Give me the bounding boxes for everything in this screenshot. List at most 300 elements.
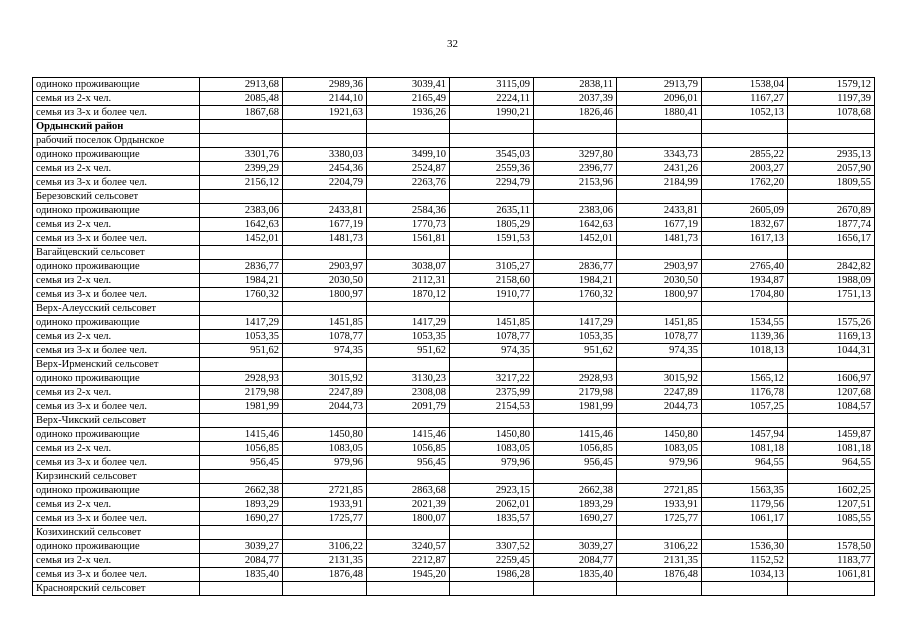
table-row [33,358,875,372]
value-cell: 974,35 [617,344,702,358]
table-row [33,246,875,260]
row-label: Верх-Чикский сельсовет [33,414,200,428]
value-cell: 1018,13 [702,344,788,358]
value-cell: 1934,87 [702,274,788,288]
value-cell: 1167,27 [702,92,788,106]
table-row [33,232,875,246]
value-cell: 2154,53 [450,400,534,414]
value-cell: 1606,97 [788,372,875,386]
value-cell: 1415,46 [534,428,617,442]
value-cell: 2085,48 [200,92,283,106]
value-cell: 1538,04 [702,78,788,92]
value-cell: 979,96 [450,456,534,470]
value-cell [367,414,450,428]
value-cell: 2838,11 [534,78,617,92]
value-cell: 1832,67 [702,218,788,232]
table-row [33,540,875,554]
value-cell: 2662,38 [534,484,617,498]
value-cell [283,414,367,428]
value-cell: 1044,31 [788,344,875,358]
value-cell: 1565,12 [702,372,788,386]
value-cell: 1876,48 [283,568,367,582]
value-cell [450,302,534,316]
value-cell: 2383,06 [534,204,617,218]
table-row [33,428,875,442]
value-cell: 1415,46 [367,428,450,442]
value-cell: 2431,26 [617,162,702,176]
value-cell: 2062,01 [450,498,534,512]
value-cell: 2044,73 [617,400,702,414]
value-cell: 1591,53 [450,232,534,246]
value-cell: 1481,73 [617,232,702,246]
value-cell: 1725,77 [283,512,367,526]
value-cell: 1809,55 [788,176,875,190]
value-cell: 1457,94 [702,428,788,442]
value-cell [450,358,534,372]
table-row [33,330,875,344]
row-label: семья из 3-х и более чел. [33,568,200,582]
row-label: одиноко проживающие [33,484,200,498]
value-cell: 1085,55 [788,512,875,526]
row-label: семья из 3-х и более чел. [33,232,200,246]
value-cell: 1078,77 [283,330,367,344]
value-cell: 1561,81 [367,232,450,246]
table-row [33,162,875,176]
value-cell: 1575,26 [788,316,875,330]
value-cell: 2524,87 [367,162,450,176]
value-cell: 2003,27 [702,162,788,176]
row-label: семья из 2-х чел. [33,330,200,344]
value-cell: 2259,45 [450,554,534,568]
value-cell: 1910,77 [450,288,534,302]
value-cell: 1656,17 [788,232,875,246]
table-row [33,442,875,456]
value-cell: 1417,29 [534,316,617,330]
value-cell: 2989,36 [283,78,367,92]
value-cell: 1870,12 [367,288,450,302]
value-cell: 1986,28 [450,568,534,582]
value-cell: 3039,27 [200,540,283,554]
row-label: семья из 2-х чел. [33,92,200,106]
value-cell: 1057,25 [702,400,788,414]
value-cell: 2584,36 [367,204,450,218]
value-cell: 3038,07 [367,260,450,274]
value-cell: 1990,21 [450,106,534,120]
value-cell [367,582,450,596]
value-cell: 1936,26 [367,106,450,120]
row-label: семья из 2-х чел. [33,498,200,512]
value-cell: 1459,87 [788,428,875,442]
value-cell: 1642,63 [534,218,617,232]
table-row [33,78,875,92]
value-cell: 2396,77 [534,162,617,176]
value-cell: 1052,13 [702,106,788,120]
value-cell [617,120,702,134]
row-label: одиноко проживающие [33,260,200,274]
value-cell: 2605,09 [702,204,788,218]
value-cell: 1805,29 [450,218,534,232]
row-label: Вагайцевский сельсовет [33,246,200,260]
value-cell: 964,55 [788,456,875,470]
value-cell: 1481,73 [283,232,367,246]
value-cell: 1452,01 [534,232,617,246]
value-cell [617,190,702,204]
value-cell: 1176,78 [702,386,788,400]
value-cell: 1933,91 [617,498,702,512]
table-row [33,456,875,470]
value-cell [200,246,283,260]
value-cell [788,246,875,260]
value-cell: 1877,74 [788,218,875,232]
value-cell [367,120,450,134]
value-cell: 1725,77 [617,512,702,526]
value-cell [450,246,534,260]
value-cell [702,134,788,148]
value-cell: 3106,22 [283,540,367,554]
value-cell [283,190,367,204]
value-cell: 2863,68 [367,484,450,498]
value-cell: 3130,23 [367,372,450,386]
row-label: одиноко проживающие [33,148,200,162]
value-cell [450,582,534,596]
value-cell: 2179,98 [200,386,283,400]
value-cell [283,246,367,260]
value-cell [702,414,788,428]
value-cell: 2454,36 [283,162,367,176]
row-label: семья из 3-х и более чел. [33,456,200,470]
value-cell: 1056,85 [534,442,617,456]
value-cell: 951,62 [200,344,283,358]
table-row [33,316,875,330]
value-cell [283,582,367,596]
value-cell [788,358,875,372]
value-cell: 1800,97 [617,288,702,302]
value-cell [534,526,617,540]
value-cell: 1417,29 [367,316,450,330]
value-cell: 1450,80 [283,428,367,442]
value-cell: 2923,15 [450,484,534,498]
value-cell: 1760,32 [200,288,283,302]
value-cell [702,526,788,540]
value-cell [788,414,875,428]
row-label: Верх-Ирменский сельсовет [33,358,200,372]
value-cell: 2670,89 [788,204,875,218]
value-cell: 1578,50 [788,540,875,554]
row-label: семья из 3-х и более чел. [33,106,200,120]
value-cell: 2383,06 [200,204,283,218]
page-number: 32 [447,38,458,50]
value-cell: 3115,09 [450,78,534,92]
value-cell [702,246,788,260]
row-label: одиноко проживающие [33,372,200,386]
value-cell [788,190,875,204]
value-cell: 1880,41 [617,106,702,120]
value-cell: 2375,99 [450,386,534,400]
value-cell: 1061,81 [788,568,875,582]
value-cell: 1452,01 [200,232,283,246]
value-cell: 1762,20 [702,176,788,190]
value-cell [200,302,283,316]
value-cell: 1083,05 [617,442,702,456]
value-cell: 1876,48 [617,568,702,582]
value-cell: 1835,40 [534,568,617,582]
value-cell: 2308,08 [367,386,450,400]
value-cell [788,302,875,316]
value-cell: 2158,60 [450,274,534,288]
value-cell: 1800,07 [367,512,450,526]
value-cell [367,190,450,204]
value-cell: 1933,91 [283,498,367,512]
value-cell: 1053,35 [367,330,450,344]
value-cell: 2037,39 [534,92,617,106]
table-row [33,386,875,400]
value-cell [617,526,702,540]
table-row [33,190,875,204]
value-cell: 3015,92 [283,372,367,386]
row-label: Ордынский район [33,120,200,134]
value-cell: 1751,13 [788,288,875,302]
value-cell: 2294,79 [450,176,534,190]
table-row [33,470,875,484]
value-cell [617,246,702,260]
value-cell: 2842,82 [788,260,875,274]
table-row [33,554,875,568]
value-cell: 1835,40 [200,568,283,582]
value-cell [617,302,702,316]
value-cell: 1183,77 [788,554,875,568]
value-cell [283,120,367,134]
value-cell: 3545,03 [450,148,534,162]
value-cell: 951,62 [367,344,450,358]
value-cell [702,120,788,134]
table-row [33,512,875,526]
value-cell: 2855,22 [702,148,788,162]
value-cell [283,302,367,316]
value-cell: 956,45 [534,456,617,470]
value-cell: 1053,35 [200,330,283,344]
value-cell: 1415,46 [200,428,283,442]
value-cell: 2662,38 [200,484,283,498]
value-cell: 1563,35 [702,484,788,498]
value-cell [200,190,283,204]
value-cell: 3105,27 [450,260,534,274]
value-cell: 2165,49 [367,92,450,106]
value-cell: 2765,40 [702,260,788,274]
value-cell: 2084,77 [200,554,283,568]
value-cell [617,414,702,428]
row-label: одиноко проживающие [33,316,200,330]
value-cell [534,302,617,316]
value-cell [367,526,450,540]
value-cell: 1893,29 [200,498,283,512]
value-cell: 2179,98 [534,386,617,400]
value-cell: 1534,55 [702,316,788,330]
value-cell: 1083,05 [450,442,534,456]
row-label: одиноко проживающие [33,78,200,92]
value-cell: 1034,13 [702,568,788,582]
value-cell: 1207,68 [788,386,875,400]
table-body [33,78,875,596]
value-cell [283,134,367,148]
value-cell: 2721,85 [283,484,367,498]
row-label: Березовский сельсовет [33,190,200,204]
value-cell: 956,45 [200,456,283,470]
value-cell [200,358,283,372]
row-label: одиноко проживающие [33,540,200,554]
value-cell [283,526,367,540]
row-label: семья из 3-х и более чел. [33,288,200,302]
value-cell: 3380,03 [283,148,367,162]
table-row [33,484,875,498]
value-cell: 1139,36 [702,330,788,344]
value-cell: 2721,85 [617,484,702,498]
value-cell [702,470,788,484]
value-cell: 1690,27 [200,512,283,526]
value-cell [450,414,534,428]
value-cell: 1152,52 [702,554,788,568]
value-cell [702,190,788,204]
value-cell [283,470,367,484]
value-cell [702,582,788,596]
value-cell: 1984,21 [534,274,617,288]
value-cell [702,302,788,316]
table-row [33,120,875,134]
value-cell: 2559,36 [450,162,534,176]
value-cell: 2433,81 [617,204,702,218]
value-cell: 3343,73 [617,148,702,162]
value-cell: 1893,29 [534,498,617,512]
value-cell: 979,96 [617,456,702,470]
value-cell: 2204,79 [283,176,367,190]
value-cell: 3039,27 [534,540,617,554]
value-cell [788,134,875,148]
table-row [33,288,875,302]
value-cell: 2030,50 [617,274,702,288]
value-cell: 2212,87 [367,554,450,568]
value-cell: 2247,89 [283,386,367,400]
value-cell [450,134,534,148]
value-cell: 2224,11 [450,92,534,106]
row-label: Верх-Алеусский сельсовет [33,302,200,316]
value-cell: 1078,77 [450,330,534,344]
table-row [33,568,875,582]
value-cell: 1179,56 [702,498,788,512]
value-cell: 2399,29 [200,162,283,176]
table-row [33,218,875,232]
value-cell: 2044,73 [283,400,367,414]
value-cell: 1083,05 [283,442,367,456]
value-cell: 2156,12 [200,176,283,190]
value-cell: 1078,68 [788,106,875,120]
value-cell [788,526,875,540]
value-cell: 956,45 [367,456,450,470]
value-cell: 2021,39 [367,498,450,512]
value-cell: 1988,09 [788,274,875,288]
row-label: семья из 2-х чел. [33,274,200,288]
value-cell: 1642,63 [200,218,283,232]
value-cell [788,120,875,134]
value-cell [367,134,450,148]
row-label: одиноко проживающие [33,428,200,442]
table-row [33,106,875,120]
value-cell: 3039,41 [367,78,450,92]
value-cell: 3301,76 [200,148,283,162]
value-cell: 2935,13 [788,148,875,162]
value-cell [450,190,534,204]
value-cell: 1981,99 [200,400,283,414]
value-cell [788,582,875,596]
value-cell: 1451,85 [617,316,702,330]
value-cell [617,582,702,596]
value-cell: 2184,99 [617,176,702,190]
table-row [33,344,875,358]
table-row [33,582,875,596]
value-cell: 1826,46 [534,106,617,120]
value-cell [534,190,617,204]
value-cell [788,470,875,484]
table-row [33,400,875,414]
value-cell [200,582,283,596]
row-label: Кирзинский сельсовет [33,470,200,484]
value-cell: 1169,13 [788,330,875,344]
value-cell: 1053,35 [534,330,617,344]
table-row [33,134,875,148]
value-cell: 1760,32 [534,288,617,302]
value-cell [283,358,367,372]
value-cell [534,120,617,134]
value-cell: 1835,57 [450,512,534,526]
value-cell: 1078,77 [617,330,702,344]
table-row [33,274,875,288]
value-cell: 1081,18 [702,442,788,456]
value-cell: 1921,63 [283,106,367,120]
value-cell: 1704,80 [702,288,788,302]
value-cell: 2091,79 [367,400,450,414]
row-label: семья из 3-х и более чел. [33,400,200,414]
table-row [33,372,875,386]
value-cell: 1536,30 [702,540,788,554]
value-cell: 2131,35 [617,554,702,568]
value-cell: 2247,89 [617,386,702,400]
value-cell: 1984,21 [200,274,283,288]
value-cell: 1677,19 [617,218,702,232]
value-cell [200,120,283,134]
row-label: рабочий поселок Ордынское [33,134,200,148]
value-cell: 1056,85 [367,442,450,456]
value-cell: 1867,68 [200,106,283,120]
value-cell: 1770,73 [367,218,450,232]
value-cell: 1602,25 [788,484,875,498]
value-cell [200,526,283,540]
value-cell [617,358,702,372]
value-cell: 1417,29 [200,316,283,330]
value-cell: 2131,35 [283,554,367,568]
row-label: семья из 3-х и более чел. [33,512,200,526]
value-cell [534,414,617,428]
value-cell [617,134,702,148]
value-cell: 3217,22 [450,372,534,386]
value-cell: 1677,19 [283,218,367,232]
value-cell: 1081,18 [788,442,875,456]
value-cell [534,470,617,484]
table-row [33,148,875,162]
row-label: семья из 2-х чел. [33,386,200,400]
row-label: Красноярский сельсовет [33,582,200,596]
row-label: семья из 2-х чел. [33,218,200,232]
value-cell: 1579,12 [788,78,875,92]
value-cell [450,470,534,484]
value-cell: 1451,85 [450,316,534,330]
